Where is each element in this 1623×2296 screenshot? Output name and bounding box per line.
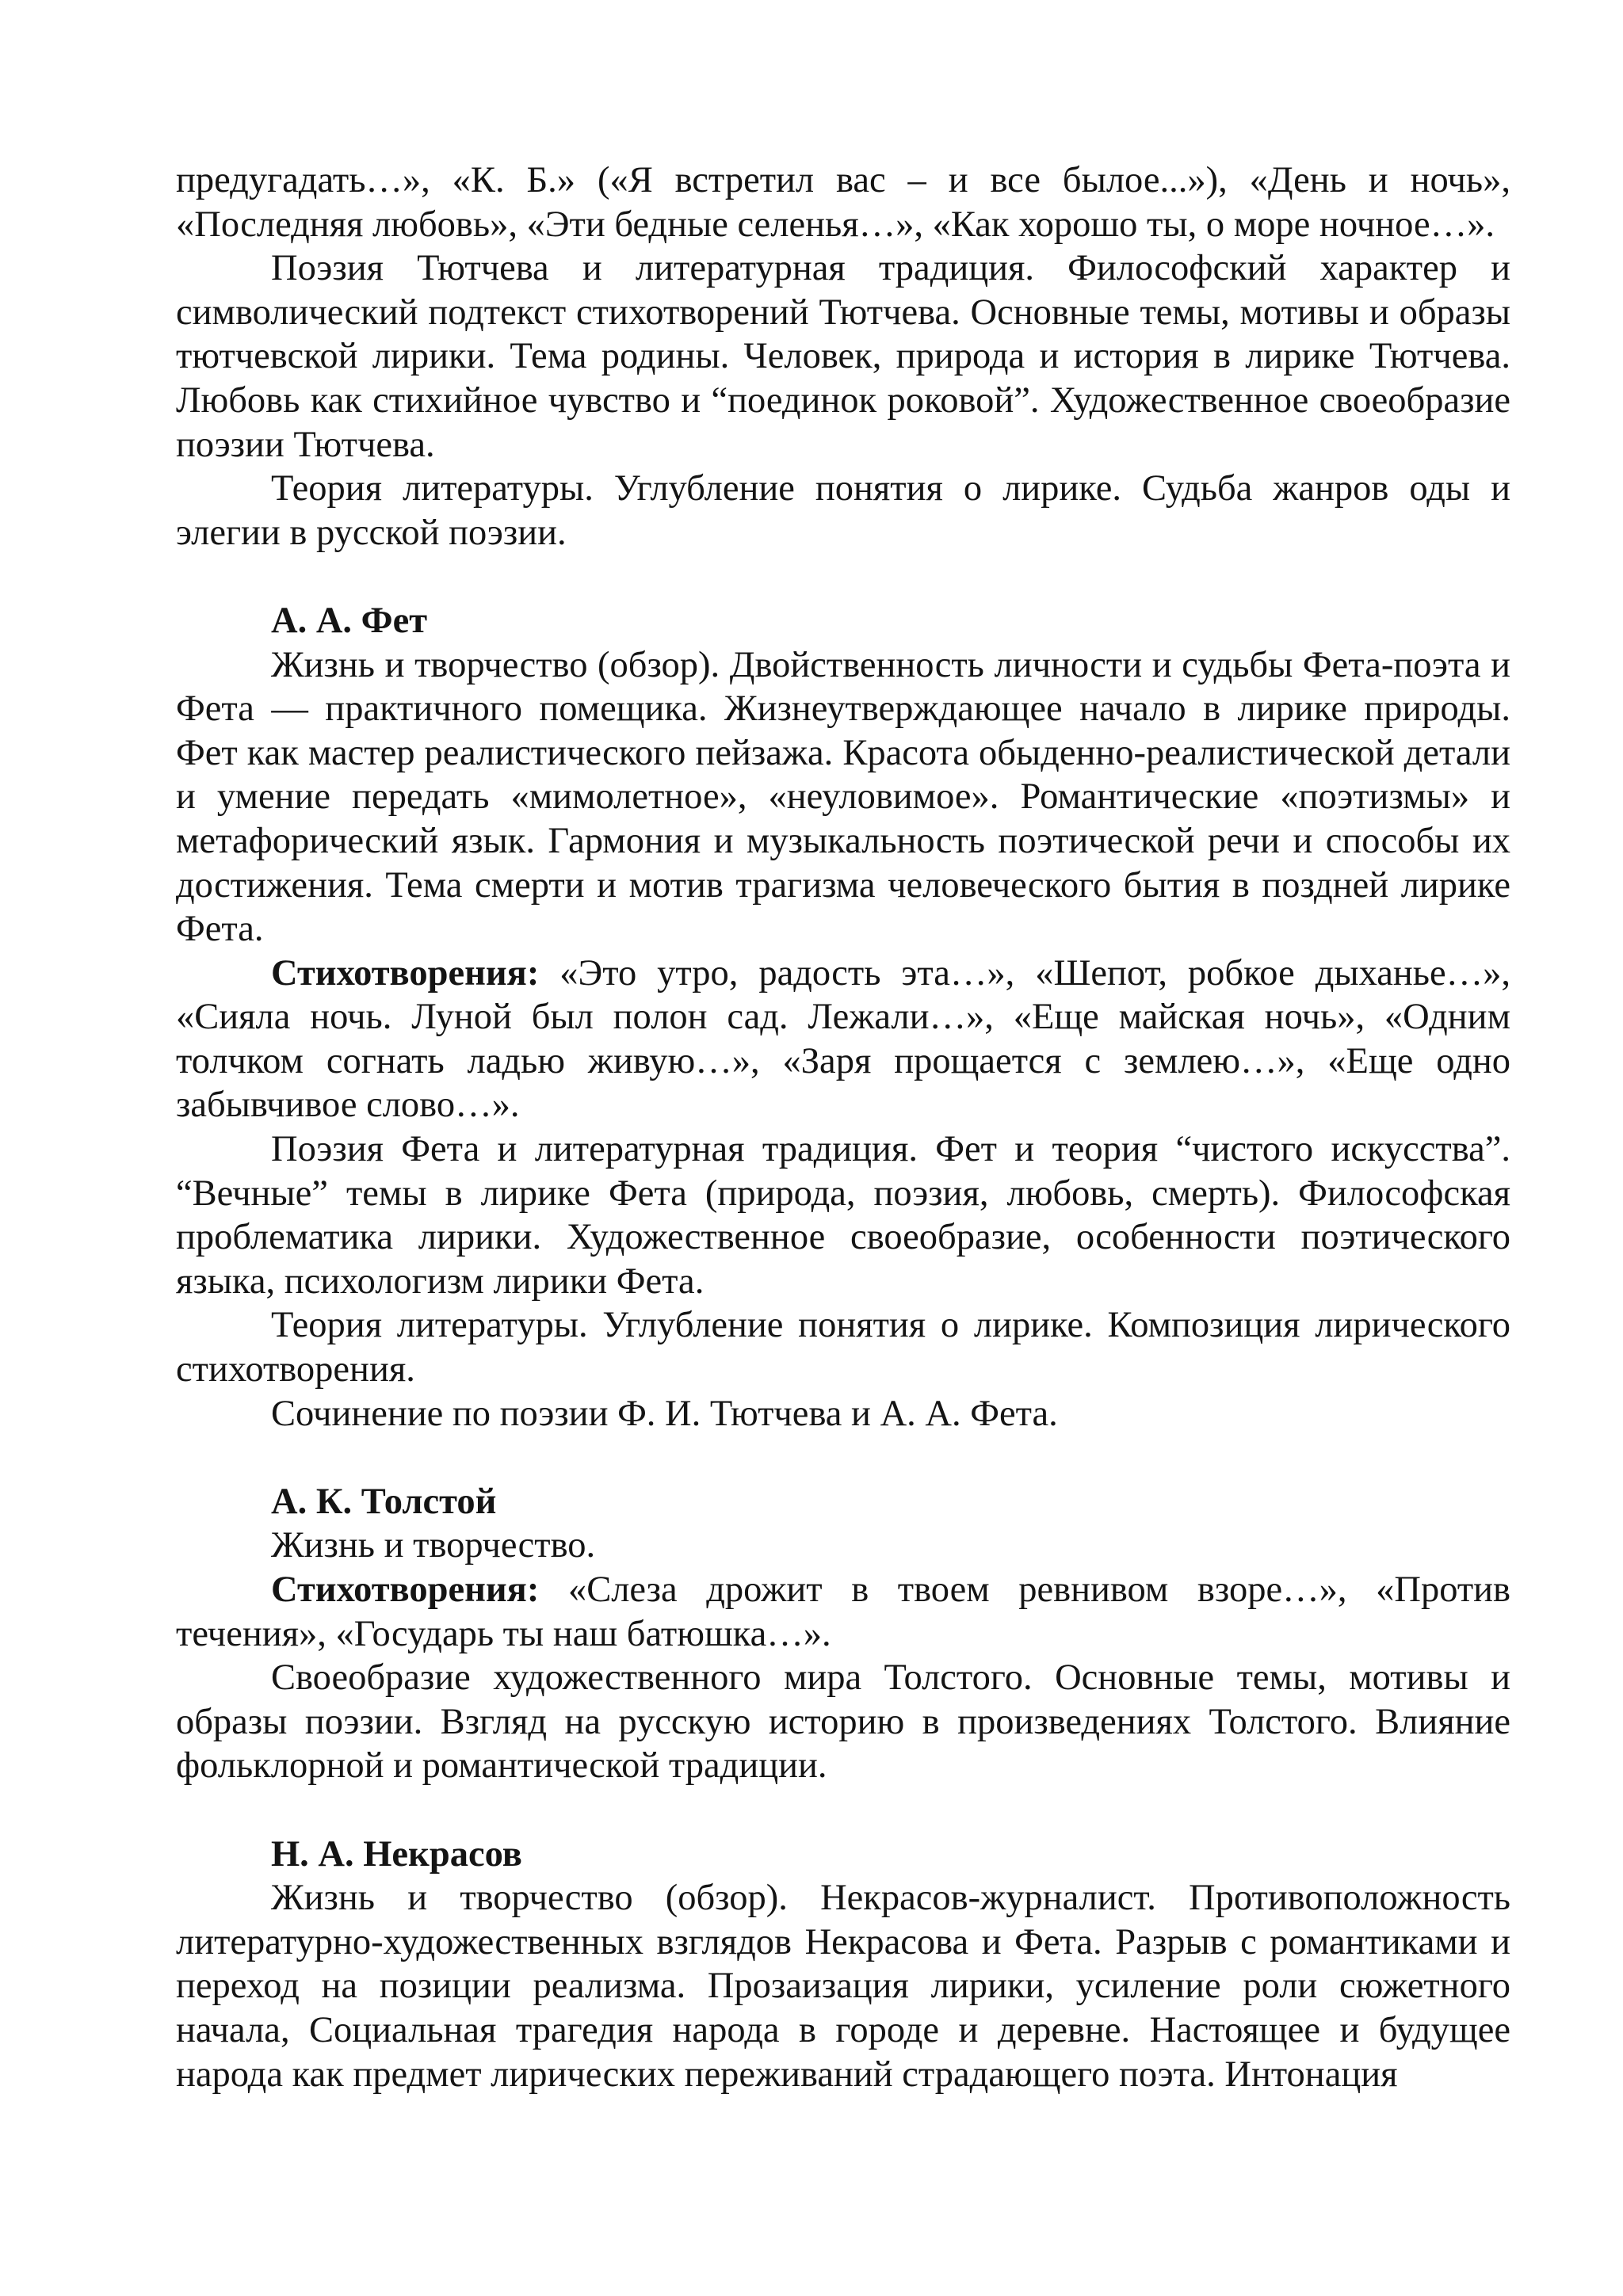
poems-label: Стихотворения:: [271, 952, 540, 994]
paragraph: Сочинение по поэзии Ф. И. Тютчева и А. А. Фета.: [271, 1393, 1058, 1434]
section-heading-nekrasov: Н. А. Некрасов: [271, 1833, 522, 1875]
document-page: [176, 158, 1510, 2096]
paragraph: Теория литературы. Углубление понятия о лирике. Судьба жанров оды и элегии в русской поэзии.: [176, 468, 1510, 553]
poems-paragraph: [176, 1568, 1510, 1656]
section-gap: [176, 1788, 1510, 1833]
paragraph: предугадать…», «К. Б.» («Я встретил вас – и все былое...»), «День и ночь», «Последняя любовь», «Эти бедные селенья…», «Как хорошо ты, о море ночное…».: [176, 160, 1510, 245]
paragraph: Своеобразие художественного мира Толстого. Основные темы, мотивы и образы поэзии. Взгляд на русскую историю в произведениях Толстого. Влияние фольклорной и романтической традиции.: [176, 1657, 1510, 1787]
paragraph: Жизнь и творчество (обзор). Некрасов-журналист. Противоположность литературно-художественных взглядов Некрасова и Фета. Разрыв с романтиками и переход на позиции реализма. Прозаизация лирики, усиление роли сюжетного начала, Социальная трагедия народа в городе и деревне. Настоящее и будущее народа как предмет лирических переживаний страдающего поэта. Интонация: [176, 1878, 1510, 2095]
section-heading-fet: А. А. Фет: [271, 600, 428, 641]
poems-paragraph: [176, 952, 1510, 1127]
poems-list: «Это утро, радость эта…», «Шепот, робкое дыханье…», «Сияла ночь. Луной был полон сад. Лежали…», «Еще майская ночь», «Одним толчком согнать ладью живую…», «Заря прощается с землею…», «Еще одно забывчивое слово…».: [176, 952, 1510, 1126]
paragraph: Теория литературы. Углубление понятия о лирике. Композиция лирического стихотворения.: [176, 1305, 1510, 1390]
section-heading-tolstoy: А. К. Толстой: [271, 1481, 497, 1522]
paragraph: Поэзия Фета и литературная традиция. Фет и теория “чистого искусства”. “Вечные” темы в лирике Фета (природа, поэзия, любовь, смерть). Философская проблематика лирики. Художественное своеобразие, особенности поэтического языка, психологизм лирики Фета.: [176, 1129, 1510, 1302]
paragraph: Поэзия Тютчева и литературная традиция. Философский характер и символический подтекст стихотворений Тютчева. Основные темы, мотивы и образы тютчевской лирики. Тема родины. Человек, природа и история в лирике Тютчева. Любовь как стихийное чувство и “поединок роковой”. Художественное своеобразие поэзии Тютчева.: [176, 248, 1510, 465]
paragraph: Жизнь и творчество.: [271, 1525, 596, 1566]
section-gap: [176, 555, 1510, 599]
paragraph: Жизнь и творчество (обзор). Двойственность личности и судьбы Фета-поэта и Фета — практичного помещика. Жизнеутверждающее начало в лирике природы. Фет как мастер реалистического пейзажа. Красота обыденно-реалистической детали и умение передать «мимолетное», «неуловимое». Романтические «поэтизмы» и метафорический язык. Гармония и музыкальность поэтической речи и способы их достижения. Тема смерти и мотив трагизма человеческого бытия в поздней лирике Фета.: [176, 644, 1510, 950]
section-gap: [176, 1436, 1510, 1480]
poems-label: Стихотворения:: [271, 1569, 540, 1610]
poems-list: «Слеза дрожит в твоем ревнивом взоре…», «Против течения», «Государь ты наш батюшка…».: [176, 1569, 1510, 1654]
